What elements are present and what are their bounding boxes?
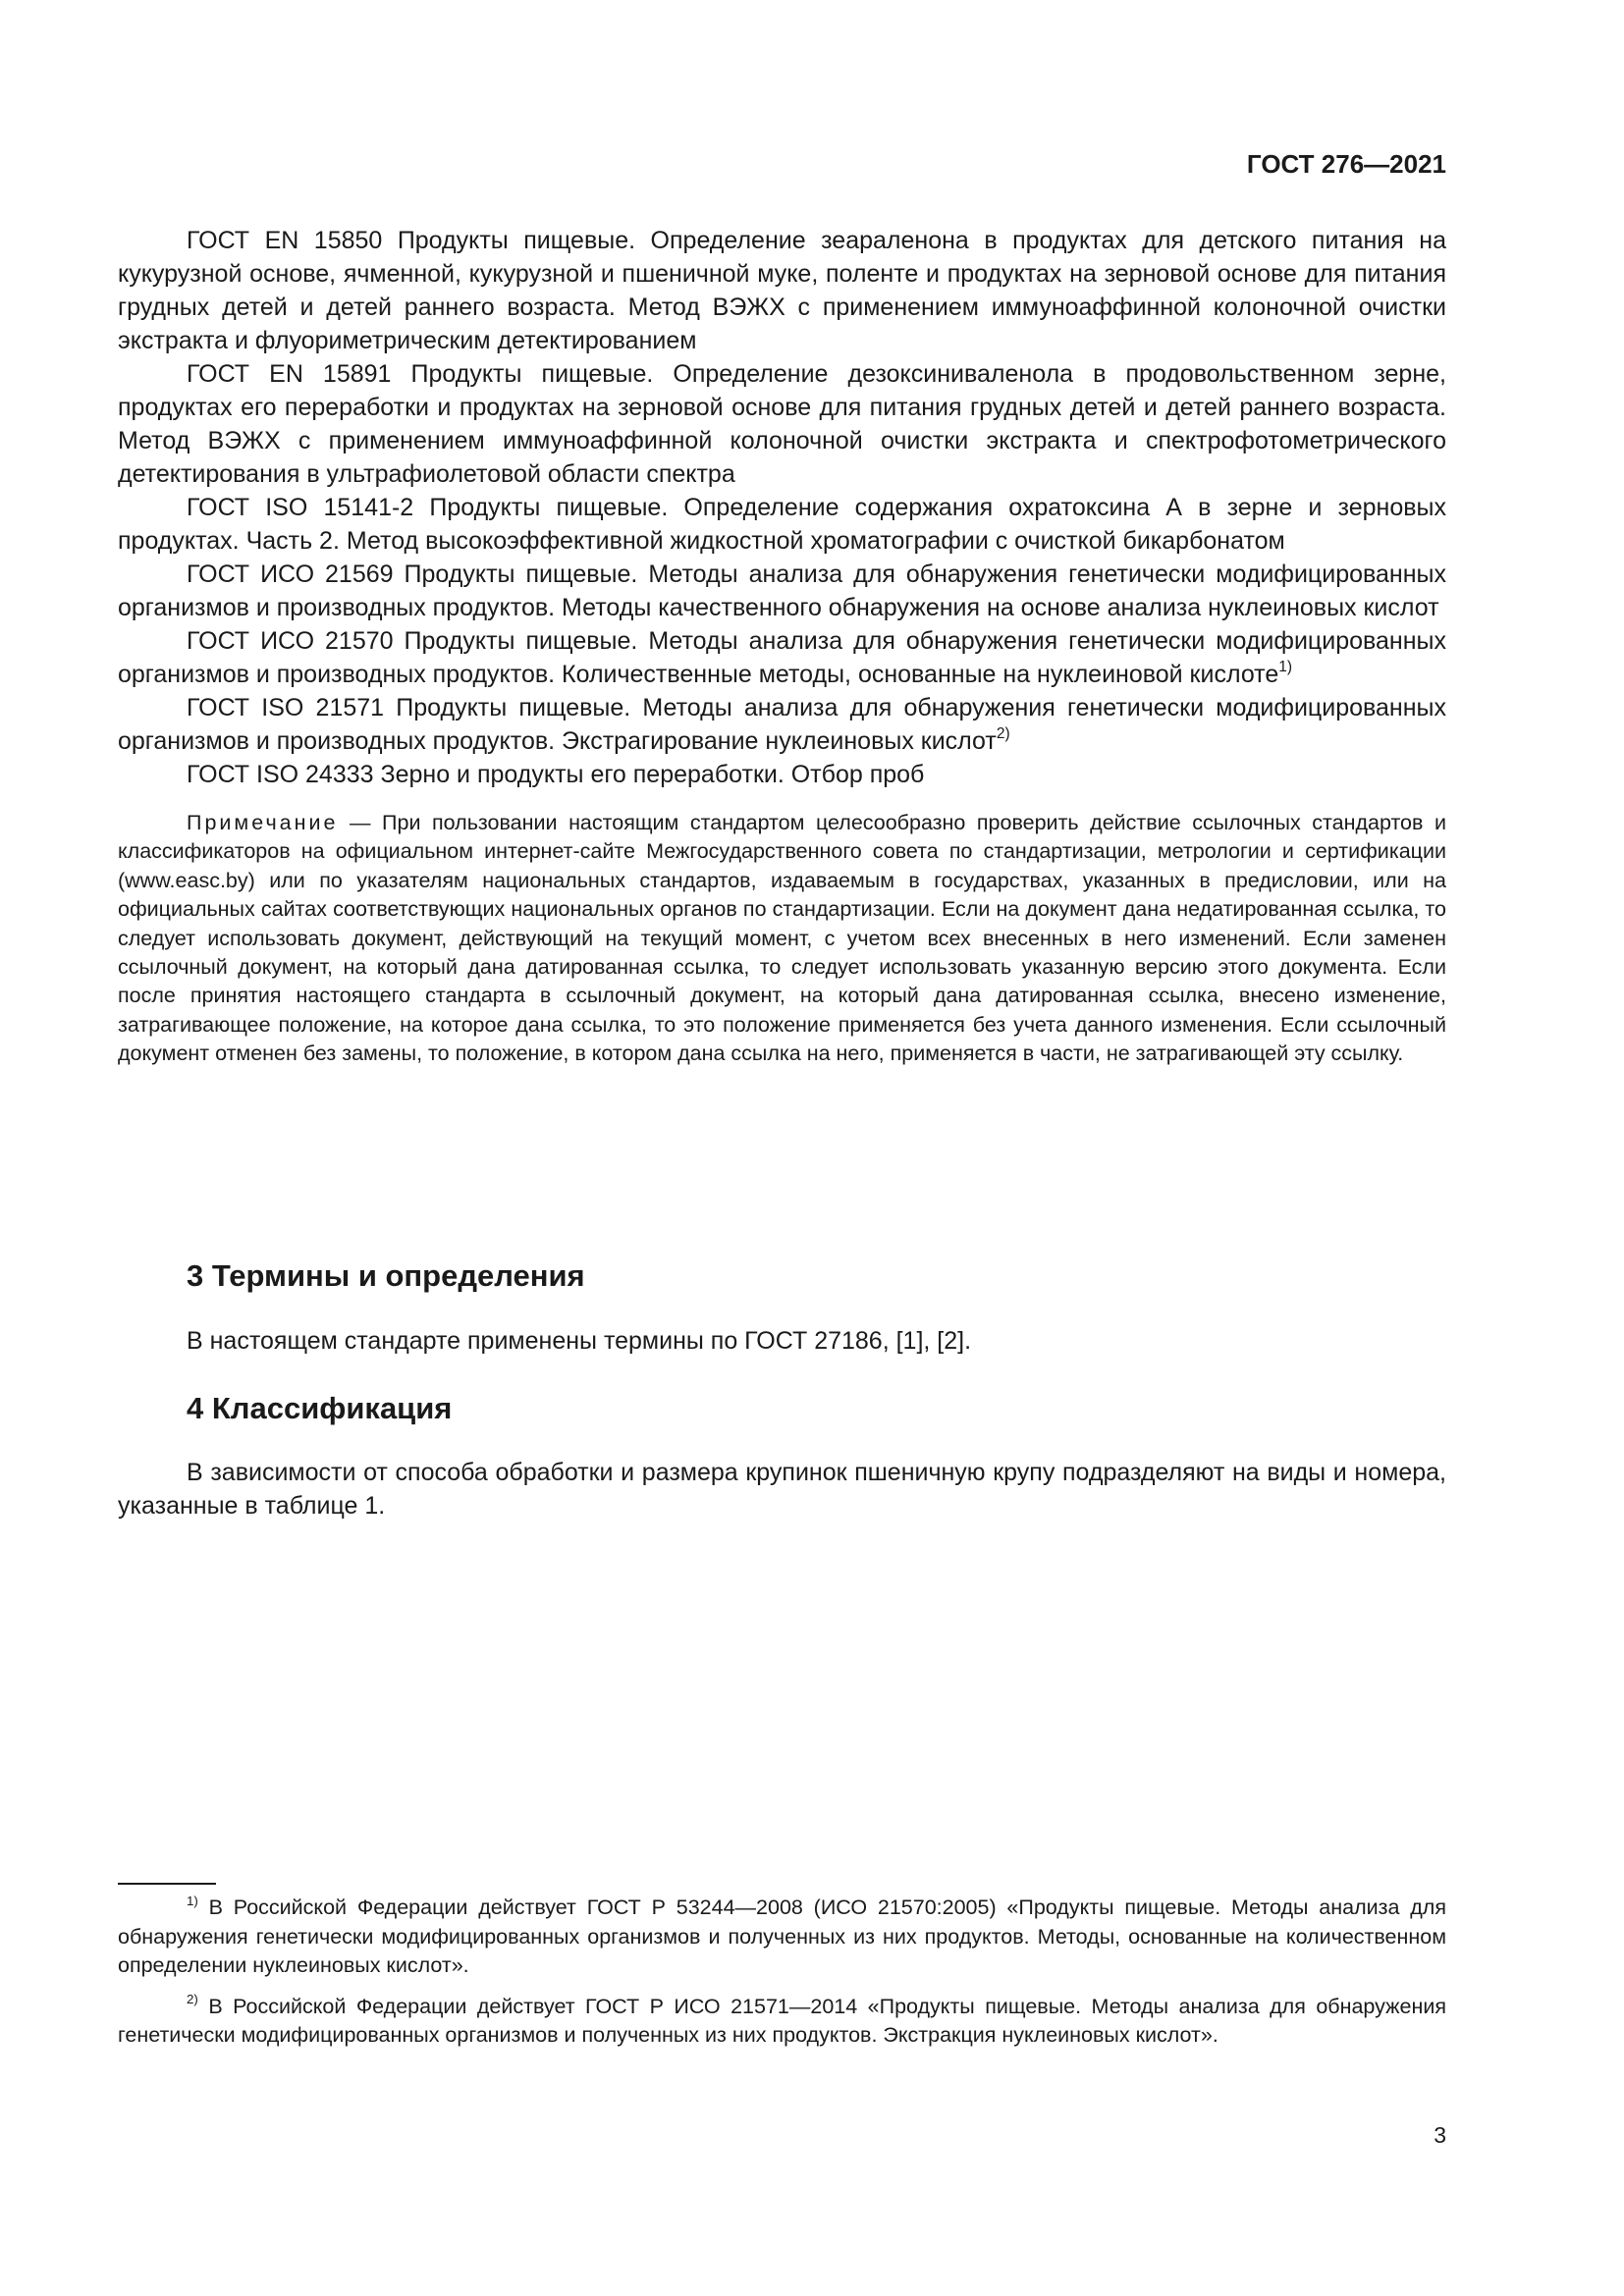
footnote-1-text: В Российской Федерации действует ГОСТ Р 53244—2008 (ИСО 21570:2005) «Продукты пищевые. Методы анализа для обнаружения генетически модифицированных организмов и полученных из них продуктов. Методы, основанные на количественном определении нуклеиновых кислот». xyxy=(118,1896,1446,1977)
reference-text: ГОСТ ISO 21571 Продукты пищевые. Методы анализа для обнаружения генетически модифицированных организмов и производных продуктов. Экстрагирование нуклеиновых кислот xyxy=(118,694,1446,755)
section-3-text: В настоящем стандарте применены термины по ГОСТ 27186, [1], [2]. xyxy=(187,1327,972,1355)
page-number: 3 xyxy=(1434,2122,1446,2148)
footnote-mark-2[interactable]: 2) xyxy=(996,725,1010,743)
footnote-1 xyxy=(118,1894,1446,1981)
footnote-2-text: В Российской Федерации действует ГОСТ Р ИСО 21571—2014 «Продукты пищевые. Методы анализа для обнаружения генетически модифицированных организмов и полученных из них продуктов. Экстракция нуклеиновых кислот». xyxy=(118,1994,1446,2047)
reference-item xyxy=(118,357,1446,491)
section-4-text: В зависимости от способа обработки и размера крупинок пшеничную крупу подразделяют на виды и номера, указанные в таблице 1. xyxy=(118,1459,1446,1520)
reference-text: ГОСТ ИСО 21569 Продукты пищевые. Методы анализа для обнаружения генетически модифицированных организмов и производных продуктов. Методы качественного обнаружения на основе анализа нуклеиновых кислот xyxy=(118,561,1446,621)
references-note xyxy=(118,809,1446,1069)
reference-text: ГОСТ ИСО 21570 Продукты пищевые. Методы анализа для обнаружения генетически модифицированных организмов и производных продуктов. Количественные методы, основанные на нуклеиновой кислоте xyxy=(118,627,1446,688)
footnote-2 xyxy=(118,1993,1446,2051)
section-4-title: 4 Классификация xyxy=(187,1391,453,1425)
reference-text: ГОСТ EN 15891 Продукты пищевые. Определение дезоксиниваленола в продовольственном зерне, продуктах его переработки и продуктах на зерновой основе для питания грудных детей и детей раннего возраста. Метод ВЭЖХ с применением иммуноаффинной колоночной очистки экстракта и спектрофотометрического детектирования в ультрафиолетовой области спектра xyxy=(118,360,1446,488)
reference-text: ГОСТ ISO 15141-2 Продукты пищевые. Определение содержания охратоксина А в зерне и зерновых продуктах. Часть 2. Метод высокоэффективной жидкостной хроматографии с очисткой бикарбонатом xyxy=(118,494,1446,555)
document-code-header: ГОСТ 276—2021 xyxy=(1246,149,1446,179)
note-label: Примечание xyxy=(187,811,339,834)
normative-references-list xyxy=(118,224,1446,1069)
reference-item xyxy=(118,491,1446,558)
reference-item xyxy=(118,558,1446,624)
reference-text: ГОСТ ISO 24333 Зерно и продукты его переработки. Отбор проб xyxy=(187,761,925,788)
reference-item xyxy=(118,624,1446,691)
section-3-title: 3 Термины и определения xyxy=(187,1258,585,1293)
footnote-separator xyxy=(118,1883,216,1885)
note-text: — При пользовании настоящим стандартом целесообразно проверить действие ссылочных стандартов и классификаторов на официальном интернет-сайте Межгосударственного совета по стандартизации, метрологии и сертификации (www.easc.by) или по указателям национальных стандартов, издаваемым в государствах, указанных в предисловии, или на официальных сайтах соответствующих национальных органов по стандартизации. Если на документ дана недатированная ссылка, то следует использовать документ, действующий на текущий момент, с учетом всех внесенных в него изменений. Если заменен ссылочный документ, на который дана датированная ссылка, то следует использовать указанную версию этого документа. Если после принятия настоящего стандарта в ссылочный документ, на который дана датированная ссылка, внесено изменение, затрагивающее положение, на которое дана ссылка, то это положение применяется без учета данного изменения. Если ссылочный документ отменен без замены, то положение, в котором дана ссылка на него, применяется в части, не затрагивающей эту ссылку. xyxy=(118,811,1446,1066)
footnote-1-mark: 1) xyxy=(187,1893,198,1908)
footnote-2-mark: 2) xyxy=(187,1992,198,2007)
reference-text: ГОСТ EN 15850 Продукты пищевые. Определение зеараленона в продуктах для детского питания на кукурузной основе, ячменной, кукурузной и пшеничной муке, поленте и продуктах на зерновой основе для питания грудных детей и детей раннего возраста. Метод ВЭЖХ с применением иммуноаффинной колоночной очистки экстракта и флуориметрическим детектированием xyxy=(118,227,1446,354)
footnotes xyxy=(118,1894,1446,2062)
reference-item xyxy=(118,691,1446,758)
footnote-mark-1[interactable]: 1) xyxy=(1278,659,1293,676)
reference-item xyxy=(118,758,1446,791)
reference-item xyxy=(118,224,1446,357)
